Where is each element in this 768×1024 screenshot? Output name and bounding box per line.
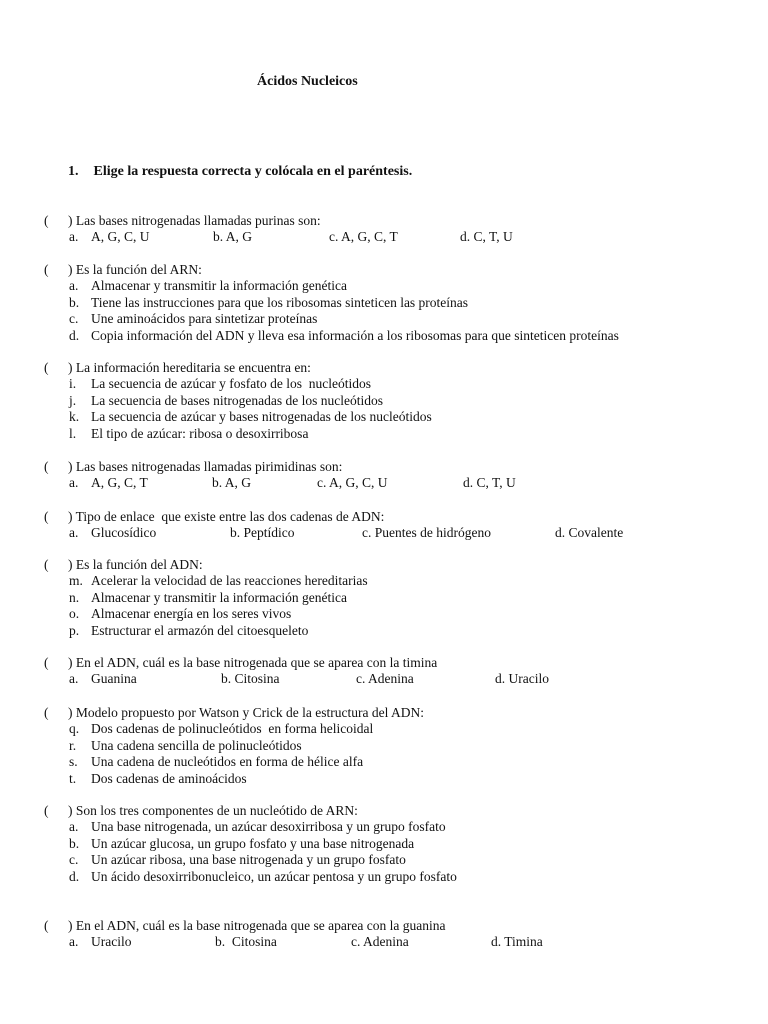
option-letter: b. <box>69 294 80 310</box>
question-stem: ) Es la función del ARN: <box>68 262 202 277</box>
question-1 <box>44 213 513 246</box>
option-b: b. A, G <box>213 229 253 245</box>
answer-paren[interactable]: ( <box>44 360 49 375</box>
instruction-number: 1. <box>68 164 79 179</box>
question-10 <box>44 918 543 951</box>
option-letter: a. <box>69 525 79 541</box>
answer-paren[interactable]: ( <box>44 509 49 524</box>
option-text: El tipo de azúcar: ribosa o desoxirribosa <box>91 425 309 441</box>
inline-options <box>44 475 516 491</box>
answer-paren[interactable]: ( <box>44 655 49 670</box>
option-letter: r. <box>69 737 77 753</box>
option-c: c. A, G, C, T <box>329 229 398 245</box>
option-letter: o. <box>69 606 80 622</box>
option-d: d. Timina <box>491 934 543 950</box>
question-stem: ) Las bases nitrogenadas llamadas pirimidinas son: <box>68 459 343 474</box>
option-c: c. Adenina <box>356 671 414 687</box>
option-letter: n. <box>69 589 80 605</box>
option-letter: d. <box>69 327 80 343</box>
option-d: d. Covalente <box>555 525 624 541</box>
option-text: Almacenar energía en los seres vivos <box>91 606 292 622</box>
option-text: La secuencia de bases nitrogenadas de los nucleótidos <box>91 392 384 408</box>
answer-paren[interactable]: ( <box>44 213 49 228</box>
option-a: A, G, C, U <box>91 229 150 245</box>
option-row <box>44 311 318 327</box>
question-8 <box>44 705 424 787</box>
question-4 <box>44 459 516 492</box>
option-row <box>44 721 424 737</box>
option-letter: t. <box>69 770 77 786</box>
option-letter: m. <box>69 573 83 589</box>
option-text: Une aminoácidos para sintetizar proteínas <box>91 311 318 327</box>
option-row <box>44 278 348 294</box>
option-b: b. Citosina <box>221 671 280 687</box>
question-6 <box>44 557 368 639</box>
option-text: Dos cadenas de aminoácidos <box>91 770 247 786</box>
option-text: Una cadena sencilla de polinucleótidos <box>91 737 302 753</box>
option-letter: k. <box>69 409 80 425</box>
option-letter: s. <box>69 754 78 770</box>
option-c: c. A, G, C, U <box>317 475 388 491</box>
option-row <box>44 868 457 885</box>
option-letter: d. <box>69 868 80 884</box>
option-letter: c. <box>69 852 79 868</box>
inline-options <box>44 525 624 541</box>
option-row <box>44 771 424 787</box>
inline-options <box>44 934 543 950</box>
question-9 <box>44 803 457 885</box>
question-stem: ) Son los tres componentes de un nucleótido de ARN: <box>68 803 358 818</box>
option-text: Almacenar y transmitir la información genética <box>91 589 348 605</box>
answer-paren[interactable]: ( <box>44 262 49 277</box>
option-text: Una base nitrogenada, un azúcar desoxirribosa y un grupo fosfato <box>91 819 446 835</box>
option-letter: a. <box>69 475 79 491</box>
instruction-text: Elige la respuesta correcta y colócala en el paréntesis. <box>93 164 413 179</box>
option-row <box>44 294 469 311</box>
question-stem: ) Modelo propuesto por Watson y Crick de la estructura del ADN: <box>68 705 424 720</box>
option-c: c. Puentes de hidrógeno <box>362 525 491 541</box>
option-text: Un azúcar glucosa, un grupo fosfato y una base nitrogenada <box>91 835 415 851</box>
option-row <box>44 606 292 622</box>
option-row <box>44 835 415 852</box>
option-a: A, G, C, T <box>91 475 148 491</box>
inline-options <box>44 229 513 245</box>
option-text: Dos cadenas de polinucleótidos en forma helicoidal <box>91 721 374 737</box>
question-stem: ) Las bases nitrogenadas llamadas purinas son: <box>68 213 321 228</box>
inline-options <box>44 671 549 687</box>
answer-paren[interactable]: ( <box>44 705 49 720</box>
option-b: b. Peptídico <box>230 525 295 541</box>
option-c: c. Adenina <box>351 934 409 950</box>
option-d: d. C, T, U <box>463 475 516 491</box>
option-row <box>44 409 432 425</box>
option-row <box>44 392 384 409</box>
option-letter: i. <box>69 376 77 392</box>
question-stem: ) Es la función del ADN: <box>68 557 203 572</box>
document-title: Ácidos Nucleicos <box>257 74 358 89</box>
question-stem: ) La información hereditaria se encuentra en: <box>68 360 311 375</box>
question-stem: ) Tipo de enlace que existe entre las dos cadenas de ADN: <box>68 509 385 524</box>
option-row <box>44 852 406 868</box>
option-row <box>44 573 368 589</box>
option-letter: a. <box>69 819 79 835</box>
option-row <box>44 738 424 754</box>
option-letter: a. <box>69 671 79 687</box>
option-text: Acelerar la velocidad de las reacciones hereditarias <box>91 573 368 589</box>
question-5 <box>44 509 624 542</box>
option-letter: q. <box>69 721 80 737</box>
question-2 <box>44 262 619 344</box>
option-letter: a. <box>69 934 79 950</box>
option-b: b. A, G <box>212 475 252 491</box>
option-letter: a. <box>69 278 79 294</box>
option-a: Glucosídico <box>91 525 157 541</box>
option-row <box>44 426 311 442</box>
option-d: d. C, T, U <box>460 229 513 245</box>
option-text: Tiene las instrucciones para que los ribosomas sinteticen las proteínas <box>91 294 469 310</box>
question-7 <box>44 655 549 688</box>
option-a: Uracilo <box>91 934 132 950</box>
option-letter: p. <box>69 622 80 638</box>
option-row <box>44 819 446 835</box>
answer-paren[interactable]: ( <box>44 803 49 818</box>
option-b: b. Citosina <box>215 934 277 950</box>
option-row <box>44 622 309 639</box>
option-letter: j. <box>69 392 77 408</box>
option-row <box>44 327 619 344</box>
option-letter: b. <box>69 835 80 851</box>
option-text: Copia información del ADN y lleva esa información a los ribosomas para que sinteticen proteínas <box>91 327 619 343</box>
option-row <box>44 376 372 392</box>
answer-paren[interactable]: ( <box>44 918 49 933</box>
option-text: Estructurar el armazón del citoesqueleto <box>91 622 309 638</box>
option-row <box>44 754 424 770</box>
question-stem: ) En el ADN, cuál es la base nitrogenada que se aparea con la timina <box>68 655 438 670</box>
option-text: La secuencia de azúcar y fosfato de los nucleótidos <box>91 376 372 392</box>
instruction <box>68 164 412 180</box>
option-text: Una cadena de nucleótidos en forma de hélice alfa <box>91 754 364 770</box>
option-text: Un azúcar ribosa, una base nitrogenada y un grupo fosfato <box>91 852 406 868</box>
option-d: d. Uracilo <box>495 671 549 687</box>
question-3 <box>44 360 432 442</box>
option-text: La secuencia de azúcar y bases nitrogenadas de los nucleótidos <box>91 409 432 425</box>
option-letter: a. <box>69 229 79 245</box>
answer-paren[interactable]: ( <box>44 459 49 474</box>
option-text: Un ácido desoxirribonucleico, un azúcar pentosa y un grupo fosfato <box>91 868 457 884</box>
option-letter: c. <box>69 311 79 327</box>
option-letter: l. <box>69 425 77 441</box>
answer-paren[interactable]: ( <box>44 557 49 572</box>
question-stem: ) En el ADN, cuál es la base nitrogenada que se aparea con la guanina <box>68 918 446 933</box>
option-row <box>44 589 348 606</box>
option-text: Almacenar y transmitir la información genética <box>91 278 348 294</box>
option-a: Guanina <box>91 671 137 687</box>
